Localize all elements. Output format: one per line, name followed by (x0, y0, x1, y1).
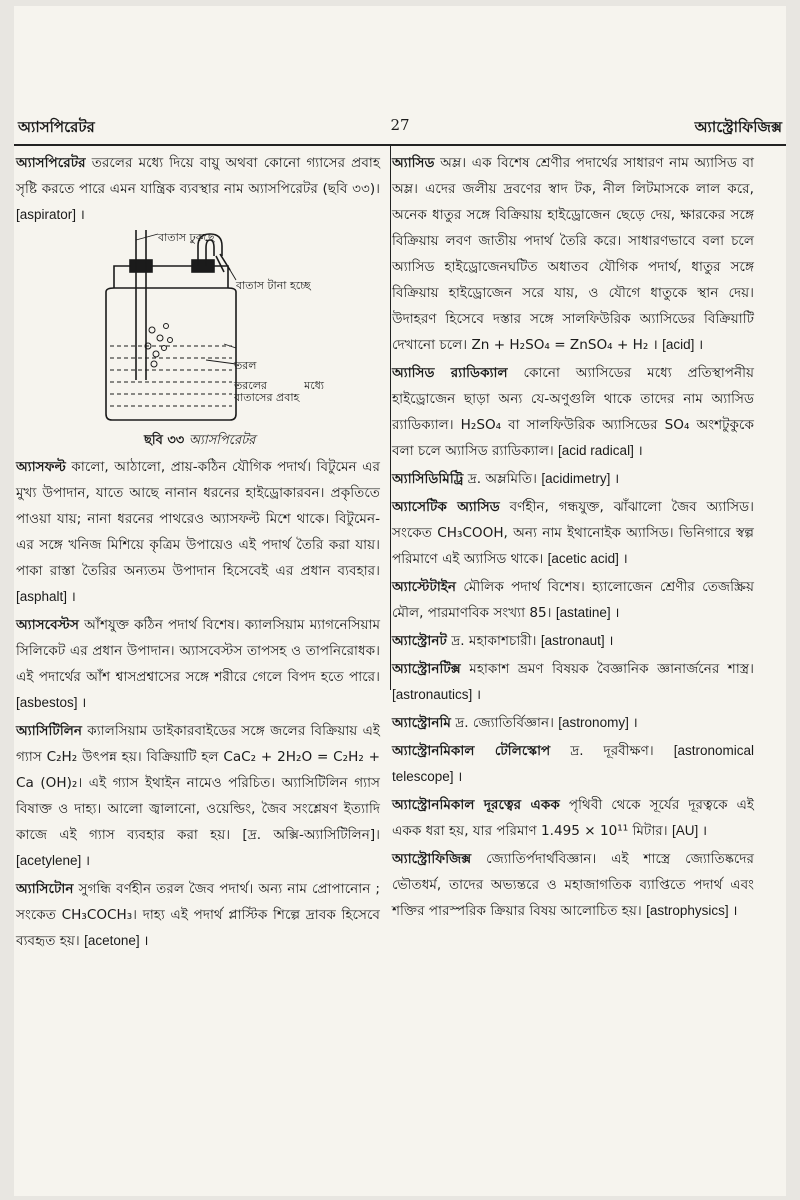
entry-headword: অ্যাসপিরেটর (16, 155, 86, 171)
entry-english-term: [aspirator] । (16, 207, 85, 222)
running-header (18, 116, 782, 144)
header-rule (14, 144, 786, 146)
entry-headword: অ্যাস্টেটাইন (392, 579, 456, 595)
caption-text: অ্যাসপিরেটর (188, 433, 256, 448)
dictionary-entry (392, 710, 754, 736)
figure-caption (144, 428, 255, 454)
entry-english-term: [acetone] । (84, 933, 149, 948)
label-air-in: বাতাস ঢুকছে (158, 231, 215, 244)
entry-headword: অ্যাসিড র‍্যাডিক্যাল (392, 365, 508, 381)
label-air-out: বাতাস টানা হচ্ছে (236, 279, 311, 292)
dictionary-entry (392, 792, 754, 844)
entry-english-term: [acid radical] । (558, 443, 643, 458)
entry-headword: অ্যাস্ট্রোনমিকাল টেলিস্কোপ (392, 743, 551, 759)
dictionary-entry (16, 454, 380, 610)
entry-headword: অ্যাস্ট্রোনমিকাল দূরত্বের একক (392, 797, 560, 813)
entry-headword: অ্যাসফল্ট (16, 459, 66, 475)
dictionary-entry (392, 360, 754, 464)
entry-definition: আঁশযুক্ত কঠিন পদার্থ বিশেষ। ক্যালসিয়াম ম্যাগনেসিয়াম সিলিকেট এর প্রধান উপাদান। অ্যাসবেস্টস তাপসহ ও তাপনিরোধক। এই পদার্থের আঁশ শ্বাসপ্রশ্বাসের সঙ্গে শরীরে গেলে বিপদ হতে পারে। (16, 617, 380, 685)
dictionary-entry (392, 574, 754, 626)
entry-definition: অম্ল। এক বিশেষ শ্রেণীর পদার্থের সাধারণ নাম অ্যাসিড বা অম্ল। এদের জলীয় দ্রবণের স্বাদ টক, নীল লিটমাসকে লাল করে, অনেক ধাতুর সঙ্গে বিক্রিয়ায় হাইড্রোজেন ছেড়ে দেয়, ক্ষারকের সঙ্গে বিক্রিয়ায় লবণ জাতীয় পদার্থ তৈরি করে। সাধারণভাবে বলা চলে অ্যাসিড হাইড্রোজেনঘটিত অধাতব যৌগিক পদার্থ, ধাতুর সঙ্গে বিক্রিয়ায় হাইড্রোজেন সরে যায়, ও যৌগে ধাতুকে স্থান দেয়। উদাহরণ হিসেবে দস্তার সঙ্গে সালফিউরিক অ্যাসিডের বিক্রিয়াটি দেখানো চলে। Zn + H₂SO₄ = ZnSO₄ + H₂ । (392, 155, 754, 353)
right-column (392, 150, 754, 926)
dictionary-entry (16, 718, 380, 874)
left-column (16, 150, 380, 956)
dictionary-entry (16, 150, 380, 228)
entry-definition: দ্র. মহাকাশচারী। (451, 633, 537, 649)
header-right-guide-word: অ্যাস্ট্রোফিজিক্স (694, 118, 782, 136)
entry-english-term: [asbestos] । (16, 695, 87, 710)
entry-english-term: [acidimetry] । (541, 471, 620, 486)
entry-definition: কোনো অ্যাসিডের মধ্যে প্রতিস্থাপনীয় হাইড্রোজেন ছাড়া অন্য যে-অণুগুলি থাকে তাদের নাম অ্যাসিড র‍্যাডিক্যাল। H₂SO₄ বা সালফিউরিক অ্যাসিডের SO₄ অংশটুকুকে বলা চলে অ্যাসিড র‍্যাডিক্যাল। (392, 365, 755, 459)
entry-definition: কালো, আঠালো, প্রায়-কঠিন যৌগিক পদার্থ। বিটুমেন এর মুখ্য উপাদান, যাতে আছে নানান ধরনের হাইড্রোকারবন। প্রকৃতিতে পাওয়া যায়; নানা ধরনের পাথরেও অ্যাসফল্ট মিশে থাকে। বিটুমেন-এর সঙ্গে খনিজ মিশিয়ে কৃত্রিম উপায়েও এই পদার্থ তৈরি করা যায়। পাকা রাস্তা তৈরির অন্যতম উপাদান হিসেবেই এর প্রধান ব্যবহার। (16, 459, 380, 579)
entry-definition: তরলের মধ্যে দিয়ে বায়ু অথবা কোনো গ্যাসের প্রবাহ সৃষ্টি করতে পারে এমন যান্ত্রিক ব্যবস্থার নাম অ্যাসপিরেটর (ছবি ৩৩)। (16, 155, 380, 197)
entry-headword: অ্যাসিটিলিন (16, 723, 82, 739)
entry-definition: পৃথিবী থেকে সূর্যের দূরত্বকে এই একক ধরা হয়, যার পরিমাণ 1.495 × 10¹¹ মিটার। (392, 797, 754, 839)
entry-definition: দ্র. অম্লমিতি। (467, 471, 537, 487)
entry-headword: অ্যাসিডিমিট্রি (392, 471, 464, 487)
dictionary-entry (392, 494, 754, 572)
dictionary-entry (16, 876, 380, 954)
entry-headword: অ্যাসিটোন (16, 881, 74, 897)
entry-headword: অ্যাস্ট্রোফিজিক্স (392, 851, 472, 867)
entry-english-term: [acetic acid] । (547, 551, 628, 566)
entry-headword: অ্যাসিড (392, 155, 435, 171)
dictionary-entry (16, 612, 380, 716)
entry-headword: অ্যাস্ট্রোনটিক্স (392, 661, 461, 677)
entry-english-term: [astronomy] । (558, 715, 638, 730)
entry-english-term: [astronaut] । (540, 633, 614, 648)
entry-definition: দ্র. জ্যোতির্বিজ্ঞান। (455, 715, 554, 731)
entry-definition: সুগন্ধি বর্ণহীন তরল জৈব পদার্থ। অন্য নাম প্রোপানোন ; সংকেত CH₃COCH₃। দাহ্য এই পদার্থ প্লাস্টিক শিল্পে দ্রাবক হিসেবে ব্যবহৃত হয়। (16, 881, 380, 949)
header-left-guide-word: অ্যাসপিরেটর (18, 118, 95, 136)
dictionary-entry (392, 466, 754, 492)
entry-definition: দ্র. দূরবীক্ষণ। (570, 743, 654, 759)
entry-definition: মৌলিক পদার্থ বিশেষ। হ্যালোজেন শ্রেণীর তেজস্ক্রিয় মৌল, পারমাণবিক সংখ্যা 85। (392, 579, 755, 621)
dictionary-entry (392, 846, 754, 924)
entry-english-term: [astrophysics] । (646, 903, 738, 918)
entry-english-term: [astronomical telescope] । (392, 743, 755, 784)
dictionary-entry (392, 738, 754, 790)
aspirator-figure (16, 230, 380, 450)
entry-headword: অ্যাস্ট্রোনমি (392, 715, 451, 731)
dictionary-entry (392, 656, 754, 708)
label-liquid: তরল (234, 359, 257, 372)
entry-english-term: [acetylene] । (16, 853, 91, 868)
entry-headword: অ্যাসেটিক অ্যাসিড (392, 499, 500, 515)
entry-english-term: [asphalt] । (16, 589, 76, 604)
entry-definition: বর্ণহীন, গন্ধযুক্ত, ঝাঁঝালো জৈব অ্যাসিড। সংকেত CH₃COOH, অন্য নাম ইথানোইক অ্যাসিড। ভিনিগারে স্বল্প পরিমাণে এই অ্যাসিড থাকে। (392, 499, 754, 567)
entry-english-term: [astatine] । (555, 605, 620, 620)
entry-definition: জ্যোতির্পদার্থবিজ্ঞান। এই শাস্ত্রে জ্যোতিষ্কদের ভৌতধর্ম, তাদের অভ্যন্তরে ও মহাজাগতিক ব্যাপ্তিতে পদার্থ এবং শক্তির পারস্পরিক ক্রিয়ার বিষয় আলোচিত হয়। (392, 851, 754, 919)
entry-definition: মহাকাশ ভ্রমণ বিষয়ক বৈজ্ঞানিক জ্ঞানার্জনের শাস্ত্র। (469, 661, 755, 677)
entry-english-term: [astronautics] । (392, 687, 482, 702)
entry-headword: অ্যাস্ট্রোনট (392, 633, 447, 649)
caption-number: ছবি ৩৩ (144, 433, 185, 448)
entry-english-term: [acid] । (662, 337, 704, 352)
entry-english-term: [AU] । (671, 823, 708, 838)
label-air-flow: তরলের মধ্যে বাতাসের প্রবাহ (234, 379, 324, 404)
entry-headword: অ্যাসবেস্টস (16, 617, 79, 633)
dictionary-entry (392, 150, 754, 358)
dictionary-entry (392, 628, 754, 654)
page-number: 27 (390, 116, 410, 134)
entry-definition: ক্যালসিয়াম ডাইকারবাইডের সঙ্গে জলের বিক্রিয়ায় এই গ্যাস C₂H₂ উৎপন্ন হয়। বিক্রিয়াটি হল CaC₂ + 2H₂O = C₂H₂ + Ca (OH)₂। এই গ্যাস ইথাইন নামেও পরিচিত। অ্যাসিটিলিন গ্যাস বিষাক্ত ও দাহ্য। আলো জ্বালানো, ওয়েল্ডিং, জৈব সংশ্লেষণ ইত্যাদি কাজে এই গ্যাস ব্যবহার করা হয়। [দ্র. অক্সি-অ্যাসিটিলিন]। (16, 723, 381, 843)
aspirator-illustration (96, 230, 246, 426)
